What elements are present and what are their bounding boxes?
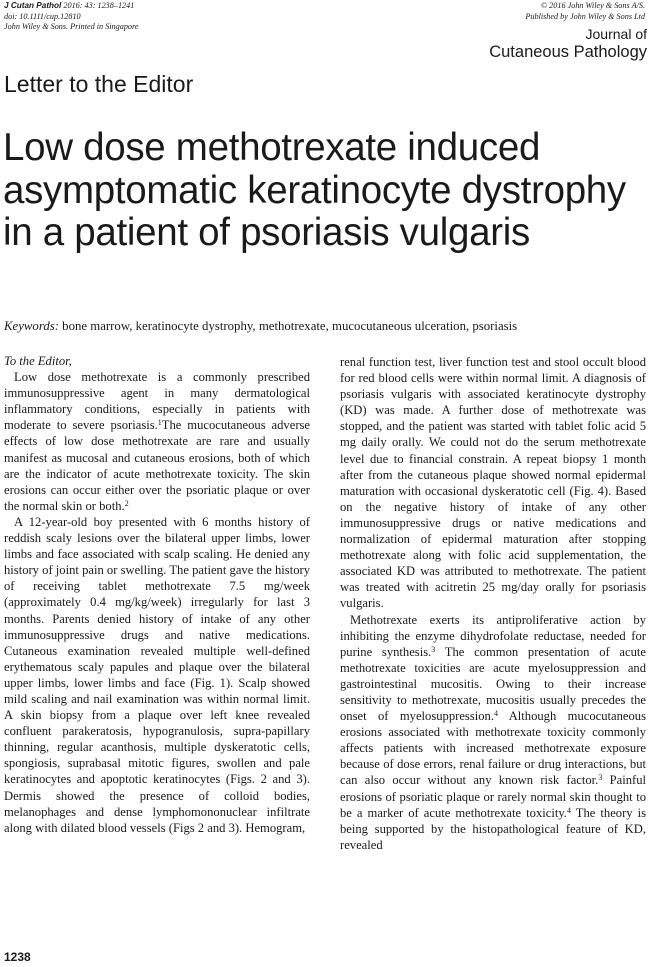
citation-line xyxy=(4,1,139,12)
keywords-label: Keywords: xyxy=(4,319,59,333)
publisher-line: Published by John Wiley & Sons Ltd xyxy=(525,11,645,21)
journal-name-top: Journal of xyxy=(585,26,647,42)
keywords-list: bone marrow, keratinocyte dystrophy, methotrexate, mucocutaneous ulceration, psoriasis xyxy=(58,319,518,333)
title-line: asymptomatic keratinocyte dystrophy xyxy=(3,168,626,212)
reference-link[interactable]: 3 xyxy=(431,644,436,654)
reference-link[interactable]: 4 xyxy=(566,805,571,815)
title-line: Low dose methotrexate induced xyxy=(3,126,541,169)
paragraph-intro: Low dose methotrexate is a commonly prescribed immunosuppressive agent in many dermatological inflammatory conditions, especially in patients with moderate to severe psoriasis.$^1$The mucocutaneous adverse effects of low dose methotrexate are rare and usually manifest as mucosal and cutaneous erosions, both of which are the indicator of acute methotrexate toxicity. The skin erosions can occur either over the psoriatic plaque or over the normal skin or both.$^2$ xyxy=(4,370,311,513)
doi[interactable]: doi: 10.1111/cup.12810 xyxy=(4,11,81,21)
running-header-right xyxy=(525,1,645,22)
body-column-right xyxy=(340,354,646,853)
citation: 2016: 43: 1238–1241 xyxy=(61,1,135,10)
paragraph-case-continued: renal function test, liver function test and stool occult blood for red blood cells were within normal limit. A diagnosis of psoriasis vulgaris with associated keratinocyte dystrophy (KD) was made. A further dose of methotrexate was stopped, and the patient was started with tablet folic acid 5 mg daily orally. We could not do the serum methotrexate level due to financial constrain. A repeat biopsy 1 month after from the cutaneous plaque showed normal epidermal maturation with occasional dyskeratotic cell (Fig. 4). Based on the negative history of intake of any other immunosuppressive drugs or native medications and normalization of epidermal maturation after stopping methotrexate along with folic acid supplementation, the associated KD was attributed to methotrexate. The patient was treated with acitretin 25 mg/day orally for psoriasis vulgaris. xyxy=(340,355,646,611)
body-column-left xyxy=(4,353,310,836)
paragraph-case: A 12-year-old boy presented with 6 months history of reddish scaly lesions over the bilateral upper limbs, lower limbs and face associated with scalp scaling. He denied any history of joint pain or swelling. The patient gave the history of receiving tablet methotrexate 7.5 mg/week (approximately 0.4 mg/kg/week) irregularly for last 3 months. Parents denied history of intake of any other immunosuppressive drugs and native medications. Cutaneous examination revealed multiple well-defined erythematous scaly papules and plaque over the bilateral upper limbs, lower limbs and face (Fig. 1). Scalp showed mild scaling and nail examination was within normal limit. A skin biopsy from a plaque over left knee revealed confluent parakeratosis, hypogranulosis, supra-papillary thinning, regular acanthosis, multiple dyskeratotic cells, spongiosis, suprabasal mitotic figures, swollen and pale keratinocytes and apoptotic keratinocytes (Figs. 2 and 3). Dermis showed the presence of colloid bodies, melanophages and dense lymphomononuclear infiltrate along with dilated blood vessels (Figs 2 and 3). Hemogram, xyxy=(4,514,310,835)
article-title xyxy=(3,127,643,255)
journal-name-main: Cutaneous Pathology xyxy=(489,43,647,61)
keywords xyxy=(4,318,646,334)
section-heading: Letter to the Editor xyxy=(4,71,194,97)
running-header-left xyxy=(4,1,139,33)
journal-brand xyxy=(489,26,647,62)
paragraph-discussion: Methotrexate exerts its antiproliferative action by inhibiting the enzyme dihydrofolate reductase, needed for purine synthesis.$^3$ The common presentation of acute methotrexate toxicities are acute myelosuppression and gastrointestinal mucositis. Owing to their increase sensitivity to methotrexate, mucositis usually precedes the onset of myelosuppression.$^4$ Although mucocutaneous erosions associated with methotrexate toxicity commonly affects patients with increased methotrexate exposure because of dose errors, renal failure or drug interactions, but can also occur without any known risk factor.$^3$ Painful erosions of psoriatic plaque or rarely normal skin thought to be a marker of acute methotrexate toxicity.$^4$ The theory is being supported by the histopathological feature of KD, revealed xyxy=(340,612,647,852)
page-number: 1238 xyxy=(4,950,31,964)
title-line: in a patient of psoriasis vulgaris xyxy=(3,211,530,254)
reference-link[interactable]: 3 xyxy=(598,773,603,783)
reference-link[interactable]: 1 xyxy=(157,418,162,428)
reference-link[interactable]: 4 xyxy=(493,709,498,719)
journal-abbrev: J Cutan Pathol xyxy=(4,1,62,10)
printer-line: John Wiley & Sons. Printed in Singapore xyxy=(4,22,139,32)
reference-link[interactable]: 2 xyxy=(124,498,129,508)
copyright-line: © 2016 John Wiley & Sons A/S. xyxy=(540,1,645,10)
greeting: To the Editor, xyxy=(4,354,72,368)
